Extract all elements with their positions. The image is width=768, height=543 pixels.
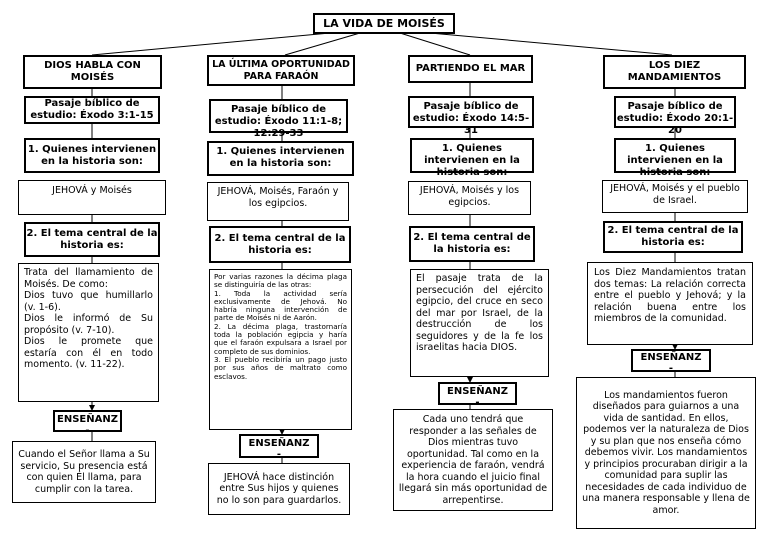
column-1-teaching-label-text: ENSEÑANZ (57, 414, 118, 425)
column-1-teaching: Cuando el Señor llama a Su servicio, Su presencia está con quien Él llama, para cumplir con la tarea. (12, 441, 156, 503)
column-2-question-1: 1. Quienes intervienen en la historia son: (207, 141, 354, 176)
column-3-participants: JEHOVÁ, Moisés y los egipcios. (408, 181, 531, 215)
column-2-passage: Pasaje bíblico de estudio: Éxodo 11:1-8; 12:29-33 (209, 99, 348, 133)
column-1-header: DIOS HABLA CON MOISÉS (23, 55, 162, 89)
column-4-theme: Los Diez Mandamientos tratan dos temas: La relación correcta entre el pueblo y Jehová; y la relación buena entre los miembros de la comunidad. (587, 262, 753, 345)
column-2-participants: JEHOVÁ, Moisés, Faraón y los egipcios. (207, 182, 349, 221)
diagram-title: LA VIDA DE MOISÉS (313, 13, 455, 34)
column-4-teaching-label (631, 349, 711, 372)
column-4-participants: JEHOVÁ, Moisés y el pueblo de Israel. (602, 180, 748, 213)
column-4-passage: Pasaje bíblico de estudio: Éxodo 20:1-20 (614, 96, 736, 128)
column-3-theme: El pasaje trata de la persecución del ejército egipcio, del cruce en seco del mar por Israel, de la destrucción de los seguidores y de la fe los israelitas hacia DIOS. (410, 269, 549, 377)
column-3-passage: Pasaje bíblico de estudio: Éxodo 14:5-31 (408, 96, 534, 128)
column-4-teaching: Los mandamientos fueron diseñados para guiarnos a una vida de santidad. En ellos, podemos ver la naturaleza de Dios y su plan que nos enseña cómo debemos vivir. Los mandamientos y principios procuraban dirigir a la comunidad para suplir las necesidades de cada individuo de una manera responsable y llena de amor. (576, 377, 756, 529)
column-2-question-2: 2. El tema central de la historia es: (209, 226, 351, 263)
column-2-teaching-label (239, 434, 319, 458)
column-3-question-2: 2. El tema central de la historia es: (409, 226, 535, 262)
column-1-teaching-label (53, 410, 122, 436)
column-2-teaching-label-text: ENSEÑANZ (248, 438, 310, 449)
column-2-teaching-label-dash: - (276, 449, 282, 460)
column-1-participants: JEHOVÁ y Moisés (18, 180, 166, 215)
column-2-teaching: JEHOVÁ hace distinción entre Sus hijos y quienes no lo son para guardarlos. (208, 463, 350, 515)
column-4-header: LOS DIEZ MANDAMIENTOS (603, 55, 746, 89)
column-2-theme: Por varias razones la décima plaga se distinguiría de las otras: 1. Toda la actividad sería exclusivamente de Jehová. No habría ninguna intervención de parte de Moisés ni de Aarón. 2. La décima plaga, trastornaría toda la población egipcia y haría que el faraón expulsara a Israel por completo de sus dominios. 3. El pueblo recibiría un pago justo por sus años de maltrato como esclavos. (209, 269, 352, 430)
column-4-question-2: 2. El tema central de la historia es: (603, 221, 743, 253)
column-1-question-1: 1. Quienes intervienen en la historia son: (24, 138, 160, 173)
column-4-teaching-label-dash: - (668, 363, 674, 374)
column-4-teaching-label-text: ENSEÑANZ (640, 352, 702, 363)
column-1-theme: Trata del llamamiento de Moisés. De como: Dios tuvo que humillarlo (v. 1-6). Dios le informó de Su propósito (v. 7-10). Dios le promete que estaría con él en todo momento. (v. 11-22). (18, 263, 159, 402)
column-3-teaching-label (438, 382, 517, 408)
column-2-header: LA ÚLTIMA OPORTUNIDAD PARA FARAÓN (207, 55, 355, 86)
column-3-header: PARTIENDO EL MAR (408, 55, 533, 83)
column-4-question-1: 1. Quienes intervienen en la historia son: (614, 138, 736, 173)
column-1-question-2: 2. El tema central de la historia es: (24, 222, 160, 257)
column-1-teaching-label-dash: - (85, 425, 90, 436)
column-1-passage: Pasaje bíblico de estudio: Éxodo 3:1-15 (24, 96, 160, 124)
column-3-question-1: 1. Quienes intervienen en la historia son: (410, 138, 534, 173)
column-3-teaching: Cada uno tendrá que responder a las señales de Dios mientras tuvo oportunidad. Tal como en la experiencia de faraón, vendrá la hora cuando el juicio final llegará sin más oportunidad de arrepentirse. (393, 409, 553, 511)
column-3-teaching-label-dash: - (475, 397, 480, 408)
column-3-teaching-label-text: ENSEÑANZ (447, 386, 508, 397)
